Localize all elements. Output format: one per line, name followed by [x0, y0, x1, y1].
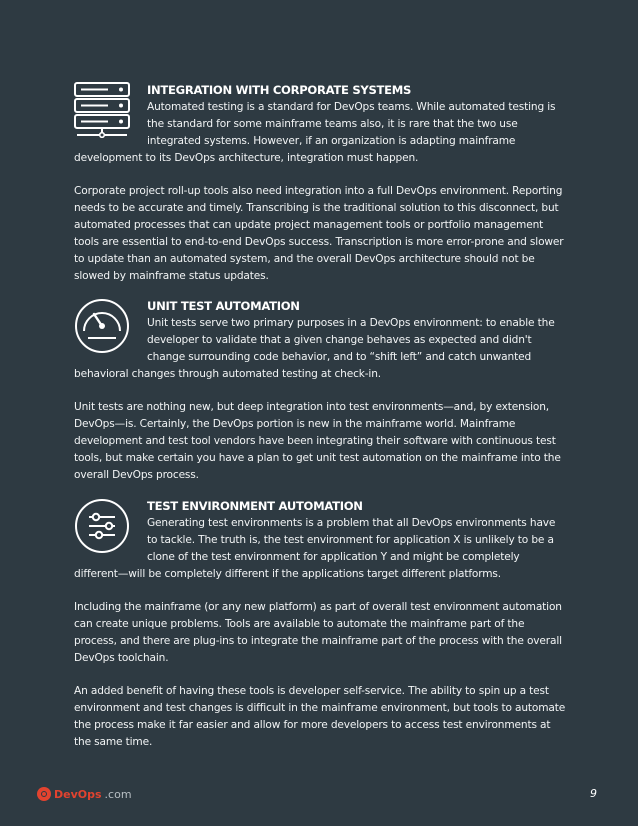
gauge-icon	[74, 298, 130, 354]
section-integration	[74, 82, 566, 285]
section-unit-test	[74, 298, 566, 484]
devops-logo-icon	[37, 787, 51, 801]
page-number: 9	[590, 787, 597, 800]
devops-logo-link[interactable]	[37, 787, 132, 801]
section-test-environment	[74, 498, 566, 751]
section-intro: Unit tests serve two primary purposes in a DevOps environment: to enable the developer to validate that a given change behaves as expected and didn't change surrounding code behavior, and to “shift left” and catch unwanted behavioral changes through automated testing at check-in.	[74, 317, 555, 380]
section-heading: TEST ENVIRONMENT AUTOMATION	[147, 499, 363, 513]
section-intro: Automated testing is a standard for DevOps teams. While automated testing is the standard for some mainframe teams also, it is rare that the two use integrated systems. However, if an organization is adapting mainframe development to its DevOps architecture, integration must happen.	[74, 101, 556, 164]
section-heading: INTEGRATION WITH CORPORATE SYSTEMS	[147, 83, 412, 97]
section-intro: Generating test environments is a problem that all DevOps environments have to tackle. The truth is, the test environment for application X is unlikely to be a clone of the test environment for application Y and might be completely different—will be completely different if the applications target different platforms.	[74, 517, 556, 580]
section-paragraph: An added benefit of having these tools is developer self-service. The ability to spin up a test environment and test changes is difficult in the mainframe environment, but tools to automate the process make it far easier and allow for more developers to access test environments at the same time.	[74, 685, 566, 748]
section-paragraph: Including the mainframe (or any new platform) as part of overall test environment automation can create unique problems. Tools are available to automate the mainframe part of the process, and there are plug-ins to integrate the mainframe part of the process with the overall DevOps toolchain.	[74, 601, 562, 664]
section-heading: UNIT TEST AUTOMATION	[147, 299, 300, 313]
sliders-icon	[74, 498, 130, 554]
logo-suffix: .com	[104, 787, 132, 801]
logo-brand: DevOps	[54, 787, 102, 801]
section-paragraph: Corporate project roll-up tools also need integration into a full DevOps environment. Reporting needs to be accurate and timely. Transcribing is the traditional solution to this disconnect, but automated processes that can update project management tools or portfolio management tools are essential to end-to-end DevOps success. Transcription is more error-prone and slower to update than an automated system, and the overall DevOps architecture should not be slowed by mainframe status updates.	[74, 185, 564, 282]
server-icon	[74, 82, 130, 138]
section-paragraph: Unit tests are nothing new, but deep integration into test environments—and, by extension, DevOps—is. Certainly, the DevOps portion is new in the mainframe world. Mainframe development and test tool vendors have been integrating their software with continuous test tools, but make certain you have a plan to get unit test automation on the mainframe into the overall DevOps process.	[74, 401, 561, 481]
